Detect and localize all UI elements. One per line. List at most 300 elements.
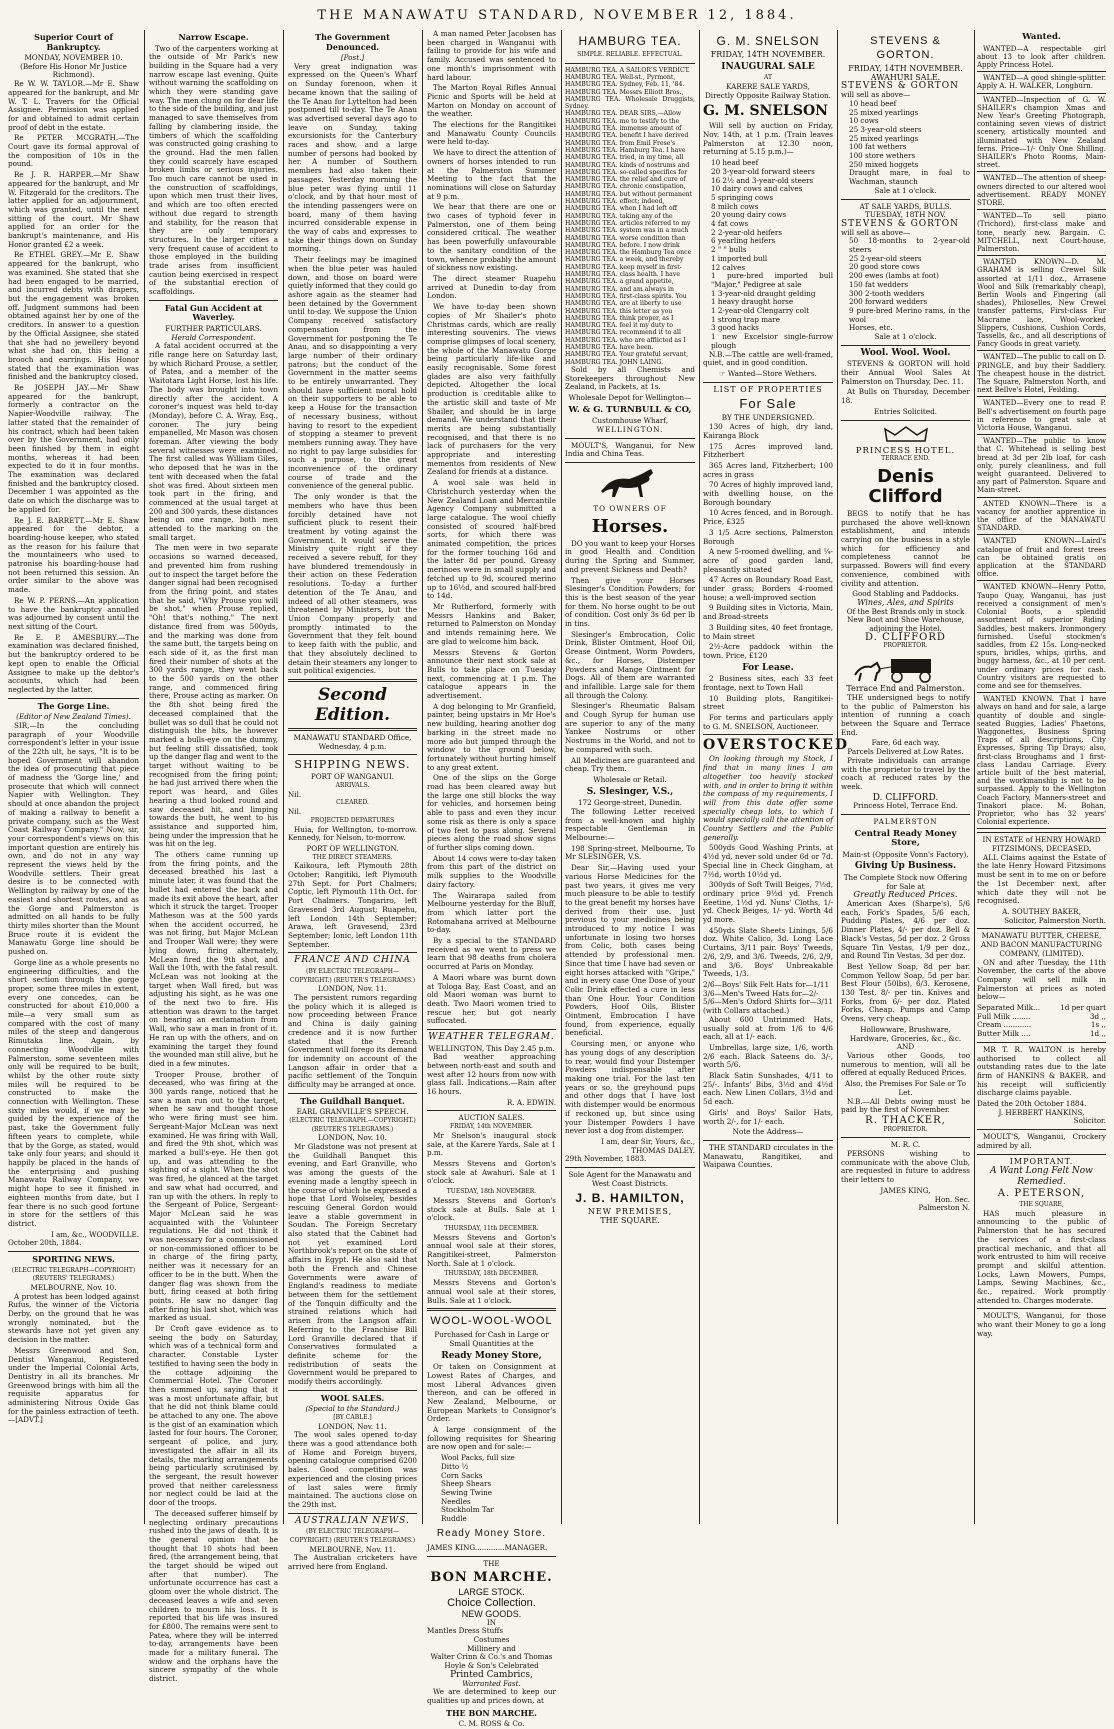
hollowware: Hollowware, Brushware, Hardware, Groceries, &c., &c. [849, 1024, 962, 1043]
paragraph: Re JOSEPH JAY.—Mr Shaw appeared for the bankrupt, formerly a contractor on the Napier-Woodville railway. The latter stated that the remainder of his contract, which had been taken over by the Government, had only been finished by them in eight months, whereas it had been expected to do it in four months. The examination was declared finished and the bankruptcy closed. December 1 was appointed as the date on which the discharge was to be applied for. [8, 383, 139, 514]
column-3 [283, 30, 421, 1571]
milk-item: Cream ............ [977, 1020, 1031, 1030]
gun-subhead: FURTHER PARTICULARS. [165, 323, 262, 333]
paragraph: DO you want to keep your Horses in good Health and Condition during the Spring and Summer, and prevent Sickness and Death? [565, 538, 695, 574]
paragraph: Gorge line as a whole presents no engineering difficulties, and the short section through the gorge proper, some three miles in extent, every one concedes, can be constructed for about £10,000 a mile—a very small sum as compared with the cost of many miles of the steep and dangerous Rimutaka line. Again, by connecting Woodville with Palmerston, some seventeen miles only will be required to be built, whilst by the other route sixty miles will be required to be constructed to make the connection with Wellington. These sixty miles would, if we may be guided by the experience of the past, take the Government fully fifteen years to complete, while that by the Gorge, as stated, would take only four years; and should it happily be placed in the hands of the enterprising and pushing Manawatu Railway Company, we might hope to see it finished in eighteen months from date, but I fear there is no such good fortune in store for the settlers of this district. [8, 957, 139, 1228]
paragraph: Mr Rutherford, formerly with Messrs Hankins and Baker, returned to Palmerston on Monday and intends remaining here. We are glad to welcome him back. [427, 602, 556, 646]
butter-company: MANAWATU BUTTER, CHEESE, AND BACON MANUFACTURING COMPANY, (LIMITED). [980, 931, 1103, 958]
wool-date: LONDON, Nov. 11. [318, 1421, 387, 1431]
divider [565, 462, 695, 463]
bulls-yards: AT SALE YARDS, BULLS. [859, 201, 952, 211]
hon-sec: Hon. Sec. [934, 1194, 970, 1204]
aus-date: MELBOURNE, Nov. 11. [309, 1544, 396, 1554]
list-item: Corn Sacks [441, 1470, 483, 1480]
paragraph: Or taken on Consignment at Lowest Rates of Charges, and most Liberal Advances given thereon, and can be offered in New Zealand, Melbourne, or European Markets to Consignor's Order. [427, 1362, 556, 1424]
tea-line: HAMBURG TEA. Wholesale Druggists, Sydney. [565, 95, 695, 111]
paragraph: A fatal accident occurred at the rifle range here on Saturday last, by which Richard Prouse, a settler, of Patea, and a member of the Waitotara Light Horse, lost his life. The body was brought into town directly after the accident. A coroner's inquest was held to-day (Monday), before C. A. Wray, Esq., coroner. The jury being empanelled, Mr Mason was chosen foreman. After viewing the body several witnesses were examined. The first called was William Giles, who deposed that he was in the tent with deceased when the fatal shot was fired. About sixteen men took part in the firing, and commenced at the usual target at 200 and 300 yards, these distances being on one range, both men attended to the marking on the small target. [149, 341, 278, 542]
divider [841, 1137, 970, 1138]
terrace-palmerston: Terrace End and Palmerston. [846, 684, 965, 694]
wanted-ad: WANTED—Inspection of G. W. SHAILER's champion Xmas and New Year's Greeting Photograph, containing seven views of district scenery, artistically mounted and illuminated with New Zealand ferns. Price—1/- Only One Shilling. SHAILER's Photo Rooms, Main-street. [977, 96, 1106, 173]
stock-item: 1 heavy draught horse [711, 297, 794, 307]
masthead: THE MANAWATU STANDARD, NOVEMBER 12, 1884. [317, 8, 797, 23]
tea-line: HAMBURG TEA. Sydney, Feb. 11, '84. [565, 81, 685, 89]
tea-line: HAMBURG TEA. me to testify to the [565, 117, 680, 125]
crown-icon [881, 425, 931, 443]
paragraph: HAS much pleasure in announcing to the public of Palmerston that he has secured the services of a first-class practical mechanic, and that all work entrusted to him will receive prompt and skilful attention. Locks, Lawn Mowers, Pumps, Lamps, Sewing Machines, &c., &c., repaired. Work promptly attended to. Charges moderate. [977, 1208, 1106, 1305]
france-subhead: (BY ELECTRIC TELEGRAPH—COPYRIGHT.) (REUTER'S TELEGRAMS.) [289, 967, 416, 984]
property-item: 9 Building sites in Victoria, Main, and Broad-streets [703, 603, 833, 622]
palmerston-n: Palmerston N. [918, 1203, 970, 1213]
paragraph: Re E. P. AMESBURY.—The examination was declared finished, but the bankruptcy ordered to be kept open to enable the Official Assignee to make up the debtor's accounts, which had been neglected by the latter. [8, 632, 139, 694]
tea-line: HAMBURG TEA. articles referred to my [565, 219, 691, 227]
wanted-ad: WANTED—A good shingle-splitter. Apply A. H. WALKER, Longburn. [977, 74, 1106, 93]
guildhall-subhead: EARL GRANVILLE'S SPEECH. [296, 1107, 409, 1117]
paragraph: A Maori whare was burnt down at Tologa Bay, East Coast, and an old Maori woman was burnt to death. Two Maori women tried to rescue her, but got nearly suffocated. [427, 972, 556, 1026]
cleared-value: Nil. [288, 807, 302, 817]
auction-date: TUESDAY, 18th NOVEMBER. [446, 1188, 537, 1196]
stock-item: 200 ewes (lambs at foot) [849, 271, 939, 281]
stock-item: 20 young dairy cows [711, 210, 787, 220]
overstocked-title: OVERSTOCKED [703, 737, 849, 754]
inaugural-sale: INAUGURAL SALE [721, 61, 815, 72]
stock-item: 6 yearling heifers [711, 236, 776, 246]
large-stock: LARGE STOCK. [458, 1587, 525, 1598]
ross: C. M. ROSS & Co. [458, 1719, 525, 1729]
stock-item: Draught mare, in foal to Wachman, staunch [849, 168, 970, 187]
stock-item: 25 3-year-old steers [849, 124, 922, 134]
paragraph: Re ETHEL GREY.—Mr E. Shaw appeared for the bankrupt, who was examined. She stated that she had been engaged to be married, and incurred debts with drapers, but the engagement was broken off. Judgment summons had been obtained against her by one of the creditors. In answer to a question by the Official Assignee, she stated that she had no jewellery beyond what she had on, this being a brooch and earrings. His Honor stated that the examination was finished and the bankruptcy closed. [8, 250, 139, 382]
divider [841, 420, 970, 421]
guildhall-source: (ELECTRIC TELEGRAPH.—COPYRIGHT.) (REUTER'S TELEGRAMS.) [289, 1116, 416, 1133]
slesinger-address: 172 George-street, Dunedin. [577, 798, 683, 808]
paragraph: Coursing men, or anyone who has young dogs of any description to rear, would find your Distemper Powders indispensable after making one trial. For the last ten years or so, the greyhound pups and other dogs that I have lost with distemper would be enormous if reckoned up, but since using your Distemper Powders I have never lost a dog from distemper. [565, 1039, 695, 1136]
paragraph: Trooper Prouse, brother of deceased, who was firing at the 300 yards range, noticed that he saw a man run out to the target, when he saw and thought those who were firing must see him. Sergeant-Major McLean was next examined. He was firing with Wall, and fired the 9th shot, which was marked a bull's-eye. He then got up, and was attending to the sighting of a sight. When the shot was fired, he glanced at the target and saw what had occurred, and ran up with the others. In reply to the Sergeant of Police, Sergeant-Major McLean said he was acquainted with the Volunteer regulations. He did not think it was necessary for a commissioned or non-commissioned officer to be in charge of the firing party, neither was it necessary for an officer to be in the butt. When the danger flag was shown from the butt, firing ceased at both firing points. He saw no danger flag after firing his last shot, which was marked as usual. [149, 1069, 278, 1323]
letter-date: October 20th, 1884. [8, 1238, 82, 1248]
stock-item: 1 3-year-old draught gelding [711, 288, 816, 298]
hat-line: 3/6—Men's Tweed Hats for—2/- [703, 988, 819, 998]
list-item: Wool Packs, full size [441, 1453, 515, 1463]
princess-hotel-2: Princess Hotel, Terrace End. [853, 801, 958, 811]
newspaper-page [6, 29, 1108, 1729]
heading-france-china: FRANCE AND CHINA [294, 955, 411, 966]
divider [288, 679, 417, 682]
sg-name: STEVENS & GORTON [841, 81, 960, 92]
hankins: J. HERBERT HANKINS, [998, 1107, 1085, 1117]
tea-line: HAMBURG TEA. are at liberty to use [565, 300, 682, 308]
tea-line: HAMBURG TEA. a week, and thereby [565, 256, 684, 264]
sg-name-2: STEVENS & GORTON [841, 218, 960, 229]
property-item: 175 Acres improved land, Fitzherbert [703, 441, 833, 460]
tea-line: HAMBURG TEA. the Hamburg Tea once [565, 249, 692, 257]
wanted-list [977, 45, 1106, 830]
paragraph: N.B.—All Debts owing must be paid by the first of November. [841, 1096, 970, 1115]
paragraph: Re J. R. HARPER.—Mr Shaw appeared for the bankrupt, and Mr W. Fitzgerald for the creditors. The latter applied for an adjournment, which was granted, until the next sitting of the court. Mr Shaw applied for an order for the bankrupt's maintenance, and His Honor granted £2 a week. [8, 170, 139, 249]
paragraph: Their feelings may be imagined when the blue peter was hauled down, and those on board were quietly informed that they could go ashore again as the steamer had been detained by the Government until to-day. We suppose the Union Company received satisfactory compensation from the Government for postponing the Te Anau, and so disappointing a very large number of their ordinary patrons; but the conduct of the Government in the matter seems to be entirely unwarranted. They should have sufficient moral hold on their supporters to be able to keep a House for the transaction of necessary business, without having to resort to the expedient of stopping a steamer to prevent members running away. They have no right to pay large subsidies for such a purpose, to the great inconvenience of the ordinary course of trade and the convenience of the general public. [288, 255, 417, 491]
paragraph: THE undersigned begs to notify to the public of Palmerston his intention of running a coach between the Square and Terrace End. [841, 692, 970, 737]
wanted-ad: WANTED KNOWN—Laird's catalogue of fruit and forest trees can be obtained gratis on application at the STANDARD office. [977, 537, 1106, 581]
stock-item: 100 store wethers [849, 151, 916, 161]
divider [703, 382, 833, 383]
paragraph: Messrs Stevens and Gorton's stock sale at Bulls. Sale at 1 o'clock. [427, 1195, 556, 1223]
property-item: 3 Building sites, 40 feet frontage, to Main street [703, 622, 833, 641]
stock-item: 25 mixed yearlings [849, 133, 919, 143]
paragraph: A dog belonging to Mr Granfield, painter, being upstairs in Mr Hoe's new building, hearing another dog barking in the street made no more ado but jumped through the window to the ground below, fortunately without hurting himself to any great extent. [427, 701, 556, 772]
paragraph: 300yds of Soft Twill Beiges, 7½d, ordinary price 9½d yd. French Eeetine, 1½d yd. Nuns' Cloths, 1/- yd. Check Beiges, 1/- yd. Worth 4d yd more. [703, 880, 833, 925]
slesinger: S. Slesinger, V.S., [586, 786, 674, 797]
want-long-felt: A Want Long Felt Now Remedied. [990, 1166, 1093, 1188]
milk-price: 1s ,, [1090, 1020, 1106, 1030]
wanted-ad: ANTED KNOWN—There is a vacancy for another apprentice in the office of the MANAWATU STANDARD. [977, 500, 1106, 536]
mantles: Mantles Dress Stuffs [427, 1626, 504, 1636]
paragraph: The others came running up from the firing points, and the deceased breathed his last a minute later, it was found that the bullet had entered the back and made its exit above the heart, after which it struck the target. Trooper Matheson was at the 500 yards when the accident occurred, he was not firing, but Major McLean and Trooper Wall were; they were lying down, firing alternately, McLean fired the 9th shot, and Wall the 10th, with the fatal result. McLean was not looking at the target when Wall fired, but was adjusting his sight, as he was one of the next two to fire. His attention was drawn to the target on hearing an exclamation from Wall, who saw a man in front of it. He ran up with the others, and on examining the target they found the wounded man still alive, but he died in a few minutes. [149, 850, 278, 1068]
stock-item: 1 new Excelsior single-furrow plough [711, 332, 833, 350]
stabling: Good Stabling and Paddocks. [852, 589, 959, 599]
hamburg-tea-title: HAMBURG TEA. [578, 34, 682, 48]
divider [288, 728, 417, 731]
wanted-ad: WANTED—Every one to read P. Bell's advertisement on fourth page in reference to great sale at Victoria House, Wanganui. [977, 399, 1106, 435]
bulls-date: TUESDAY, 18TH NOV. [865, 210, 946, 220]
paragraph: MOULT'S, Wanganui, Crockery admired by all. [977, 1132, 1106, 1150]
tea-line: HAMBURG TEA. who are afflicted as I [565, 336, 686, 344]
paragraph: Mr Gladstone was not present at the Guildhall Banquet this evening, and Earl Granville, who was among the guests of the evening made a lengthy speech in the course of which he expressed a hope that Lord Wolseley, besides rescuing General Gordon would leave a stable government in Soudan. The Foreign Secretary also stated that the Cabinet had not yet examined Lord Northbrook's report on the state of affairs in Egypt. He also said that both the French and Chinese Governments were aware of England's readiness to mediate between them for the settlement of the Tonquin difficulty and the strained relations which had arisen from the Langson affair. Referring to the Franchise Bill Lord Granville declared that if Conservatives formulated a definite scheme for the redistribution of seats the Government would be prepared to modify theirs accordingly. [288, 1142, 417, 1387]
printed-cambrics: Printed Cambrics, [450, 1669, 533, 1680]
complete-stock: The Complete Stock now Offering for Sale at [843, 872, 968, 891]
paragraph: A wool sale was held in Christchurch yesterday when the New Zealand Loan and Mercantile Agency Company submitted a large catalogue. The wool chiefly consisted of scoured half-bred sorts, for which there was animated competition, the prices for the former touching 16d and the latter 8d per pound. Greasy merinoes were in small supply and fetched up to 9d, scoured merino up to 16½d, and scoured half-bred to 14d. [427, 478, 556, 601]
fare: Fare, 6d each way. [871, 738, 940, 748]
southey-baker: A. SOUTHEY BAKER, [1002, 907, 1081, 916]
tea-line: HAMBURG TEA. keep myself in first- [565, 263, 682, 271]
tea-line: HAMBURG TEA. Your grateful servant, [565, 351, 689, 359]
terrace-end: TERRACE END. [881, 455, 930, 463]
divider [841, 345, 970, 346]
wharf: Customhouse Wharf, [591, 416, 669, 426]
divider [977, 1308, 1106, 1309]
tea-line: HAMBURG TEA. kinds of nostrums and [565, 161, 690, 169]
wool-ad-heading: Wool. Wool. Wool. [860, 347, 951, 358]
snelson-title: G. M. SNELSON [716, 34, 820, 48]
tea-line: HAMBURG TEA. feel it my duty to [565, 322, 674, 330]
bon-the: THE [483, 1558, 500, 1568]
lease-list [703, 675, 833, 712]
auction-date: THURSDAY, 18th DECEMBER. [444, 1270, 539, 1278]
divider [977, 1129, 1106, 1130]
wanted-ad: WANTED—The public to call on D. PRINGLE, and buy their Saddlery. The cheapest house in the district. The Square, Palmerston North, and next Bellve's Hotel, Feilding. [977, 353, 1106, 397]
hand-icon: ☞ [719, 369, 728, 378]
hat-line: 2/6—Boys' Silk Felt Hats for—1/11 [703, 979, 830, 989]
stock-item: 20 3-year-old forward steers [711, 166, 815, 176]
james-king: JAMES KING, [880, 1185, 931, 1195]
paragraph: MOULT'S, Wanganui, for those who want their Money to go a long way. [977, 1311, 1106, 1338]
sporting-subhead: (ELECTRIC TELEGRAPH—COPYRIGHT) (REUTERS' TELEGRAMS.) [11, 1266, 136, 1283]
giving-up: Giving Up Business. [854, 861, 957, 872]
paragraph: 450yds Slate Sheets Linings, 5/6 doz. White Calico, 3d. Long Lace Curtains, 3/11 pair. Boys' Tweeds, 2/6, 2/9, and 3/6. Tweeds, 2/6, 2/9, and 3/6. Boys' Unbreakable Tweeds, 1/3. [703, 925, 833, 979]
paragraph: Messrs Stevens and Gorton's stock sale at Awahuri. Sale at 1 o'clock. [427, 1158, 556, 1186]
tea-line: HAMBURG TEA. a grand appetite, [565, 278, 674, 286]
paragraph: The only wonder is that the members who have thus been forcibly detained have not sufficient pluck to resent their treatment by voting against the Government. It would serve the Ministry quite right if they received a severe rebuff, for they have blundered tremendously in their action on these Federation resolutions. To-day a further detention of the Te Anau, and indeed of all other steamers, was threatened by Ministers, but the Union Company properly and promptly intimated to the Government that they felt bound to keep faith with the public, and that they absolutely declined to detain their steamers any longer to suit political exigencies. [288, 492, 417, 676]
column-2 [144, 30, 282, 1684]
paragraph: We have to direct the attention of owners of horses intended to run at the Palmerston Summer Meeting to the fact that the nominations will close on Saturday at 9 p.m. [427, 148, 556, 201]
france-date: LONDON, Nov. 11. [318, 984, 387, 994]
heading-gun-accident: Fatal Gun Accident at Waverley. [164, 302, 263, 323]
divider [8, 698, 139, 699]
property-item: 130 Acres of high, dry land, Kairanga Block [703, 422, 833, 440]
for-sale-title: For Sale [739, 396, 797, 412]
paragraph: Bad weather approaching between north-east and south and west after 12 hours from now with glass fall. Indications.—Rain after 16 hours. [427, 1052, 556, 1097]
tea-line: HAMBURG TEA. this letter as you [565, 307, 673, 315]
wellington: WELLINGTON. [596, 424, 664, 434]
property-item: A new 5-roomed dwelling, and ¼-acre of good garden land, pleasantly situated [703, 547, 833, 574]
paragraph: A protest has been lodged against Rufus, the winner of the Victoria Derby, on the ground that he was wrongly nominated, but the stewards have not yet given any decision in the matter. [8, 1291, 139, 1345]
paragraph: Black Satin Sunshades, 4/11 to 25/-. Infants' Bibs, 3½d and 4½d each. New Linen Collars, 3½d and 5d each. [703, 1071, 833, 1107]
property-item: 2½-Acre paddock within the town. Price, £120 [703, 642, 833, 660]
stock-item: 4 fat cows [711, 219, 749, 229]
wanted-ad: WANTED—To sell piano (Trichord), first-class make and tone, nearly new. Bargain. C. MITCHELL, next Court-house, Palmerston. [977, 212, 1106, 256]
stock-item: 10 head beef [849, 98, 897, 108]
central-store: Central Ready Money Store, [854, 828, 957, 849]
paragraph: STEVENS & GORTON will hold their Annual Wool Sales At Palmerston on Thursday, Dec. 11. [841, 359, 970, 386]
parcels: Parcels Delivered at Low Rates. [847, 747, 964, 757]
square-label: THE SQUARE, [1019, 1200, 1064, 1208]
paragraph: Kaikoura, left Plymouth 28th October; Rangitiki, left Plymouth 27th Sept. for Port Chalmers; Coptic, left Plymouth 11th Oct. for Port Chalmers. Tongariro, left Gravesend 3rd August; Ruapehu, left London 14th September; Arawa, left Gravesend, 23rd September; Ionic, left London 11th September. [288, 861, 417, 949]
lease-item: 10 Building plots, Rangitikei-street [703, 693, 833, 712]
stock-item: 16 2½ and 3-year-old steers [711, 175, 814, 185]
column-6 [699, 30, 849, 1524]
wanted-ad: WANTED—The attention of sheep-owners directed to our altered wool advertisement. READY MONEY STORE. [977, 174, 1106, 210]
new-goods: NEW GOODS. [461, 1608, 522, 1619]
important: IMPORTANT. [1009, 1156, 1074, 1166]
stock-item: 1 imported bull [711, 253, 768, 263]
divider [565, 1167, 695, 1168]
wool-ad-title: WOOL-WOOL-WOOL [430, 1315, 553, 1328]
heading-sporting: SPORTING NEWS. [32, 1254, 115, 1265]
divider [288, 952, 417, 953]
reduced-prices: Greatly Reduced Prices. [853, 890, 958, 901]
paragraph: Dear Sir,—Having used your various Horse Medicines for the past two years, it gives me very much pleasure to be able to testify to the great benefit my horses have derived from their use. Just previous to your medicines being introduced to my notice I was unfortunate in losing two horses from Colic, both cases being attended by professional men. Since that time I have had seven or eight horses attacked with "Gripe," and in every case One Dose of your Colic Drink effected a cure in less than One Hour. Your Condition Powders, Hoof Oils, Blister Ointment, Embrocation I have found, from experience, equally beneficial. [565, 863, 695, 1038]
tea-line: HAMBURG TEA. DEAR SIRS,—Allow [565, 110, 682, 118]
divider [8, 1251, 139, 1252]
manager-line: JAMES KING.............MANAGER. [427, 1542, 548, 1552]
paragraph: About 600 Untrimmed Hats, usually sold at from 1/6 to 4/6 each, all at 1/- each. [703, 1014, 833, 1042]
column-5 [561, 30, 698, 1524]
tea-line: HAMBURG TEA. Messrs Elliott Bros., [565, 88, 684, 96]
milk-item: Butter Milk .... [977, 1029, 1031, 1039]
heading-gorge-line: The Gorge Line. [37, 700, 110, 711]
bon-marche-title: BON MARCHE. [430, 1570, 553, 1586]
paragraph: Slesinger's Embrocation, Colic Drink, Blister Ointment, Hoof Oil, Grease Ointment, Worm Powders, &c., for Horses, Distemper Powders and Mange Ointment for Dogs. All of them are warranted and infallible. Large sale for them all through the Colony. [565, 629, 695, 700]
arrivals-label: ARRIVALS. [335, 782, 370, 790]
awahuri-sale: AWAHURI SALE. [870, 72, 941, 82]
paragraph: PERSONS wishing to communicate with the above Club, are requested in future to address their letters to [841, 1149, 970, 1185]
list-item: Sheep Shears [441, 1479, 492, 1489]
tea-line: HAMBURG TEA. when I had left off [565, 205, 677, 213]
tea-line: HAMBURG TEA. so-called specifics for [565, 168, 688, 176]
estate-heading: IN ESTATE of HENRY HOWARD FITZSIMONS, DECEASED. [982, 835, 1101, 854]
wanted-ad: WANTED KNOWN—Henry Potto, Taupo Quay, Wanganui, has just received a consignment of men's Colonial Boots, a splendid assortment of superior Riding Saddles, best makers. Ironmongery furnished. Useful stockmen's saddles, from £2 15s. Long-necked spurs, bridles, whips, girths, and buggy harness, &c., at 10 per cent. under ordinary prices for cash. Country visitors are requested to come and see for themselves. [977, 583, 1106, 693]
walter-crinn: Walter Crinn & Co.'s and Thomas Hoyle & Son's Celebrated [430, 1652, 553, 1671]
paragraph: A large consignment of the following requisites for Shearing are now open and for sale:— [427, 1425, 556, 1452]
paragraph: The elections for the Rangitikei and Manawatu County Councils were held to-day. [427, 120, 556, 147]
stock-item: 8 milch cows [711, 201, 759, 211]
list-item: Sewing Twine [441, 1487, 493, 1497]
weather-signature: R. A. EDWIN. [506, 1097, 556, 1107]
divider [427, 1308, 556, 1311]
tea-line: HAMBURG TEA. recommend it to all [565, 329, 681, 337]
wines: Wines, Ales, and Spirits [857, 597, 954, 607]
paragraph: MR T. R. WALTON is hereby authorised to collect all outstanding rates due to the late firm of HANKINS & BAKER, and his receipt will sufficiently discharge claims payable. [977, 1044, 1106, 1098]
paragraph: On looking through my Stock, I find that in many lines I am altogether too heavily stocked with, and in order to bring it within the compass of my requirements, I will from this date offer some specially cheap lots, to which I would specially call the attention of Country Settlers and the Public generally. [703, 754, 833, 842]
paragraph: Umbrellas, large size, 1/6, worth 2/6 each. Black Sateens do. 3/-, worth 5/6. [703, 1042, 833, 1070]
list-item: Ditto ½ [441, 1461, 469, 1471]
tea-line: HAMBURG TEA. before. I now drink [565, 241, 680, 249]
gms-title: G. M. SNELSON [703, 103, 828, 120]
stock-item: 3 good hacks [711, 323, 759, 333]
heading-wool-sales: WOOL SALES. [320, 1392, 385, 1403]
government-source: [Post.] [340, 53, 365, 62]
brands: Of the Best Brands only in stock [846, 606, 965, 616]
paragraph: At Bulls on Thursday, December 18. [841, 387, 970, 406]
hamburg-tea-tagline: SIMPLE. RELIABLE. EFFECTUAL. [577, 51, 683, 58]
milk-price-table [977, 1004, 1106, 1039]
main-st: Main-st (Opposite Vonn's Factory). [842, 849, 969, 859]
divider [288, 1390, 417, 1391]
paragraph: THE STANDARD circulates in the Manawatu, Rangitikei, and Waipawa Counties. [703, 1142, 833, 1170]
depot: Wholesale Depot for Wellington— [568, 392, 692, 402]
aus-subhead: (BY ELECTRIC TELEGRAPH—COPYRIGHT.) (REUTER'S TELEGRAMS.) [289, 1528, 416, 1544]
paragraph: Messrs Stevens and Gorton's annual wool sale at their stores, Rangitikei-street, Palmerston North. Sale at 1 o'clock. [427, 1232, 556, 1268]
column-7 [837, 30, 973, 1524]
paragraph: Re J. E. BARRETT.—Mr E. Shaw appeared for the debtor, a boarding-house keeper, who stated as the reason for his failure that the mountaineers who used to patronise his boarding-house had not been returned this session. An order similar to the above was made. [8, 515, 139, 595]
paragraph: Very great indignation was expressed on the Queen's Wharf on Sunday forenoon, when it became known that the sailing of the Te Anau for Lyttelton had been postponed till to-day. The Te Anau was advertised several days ago to leave on Sunday, taking excursionists for the Canterbury races and show, and a large number of persons had booked by her. A number of Southern members had also taken their passages. Yesterday morning the blue peter was flying until 11 o'clock, and by that hour most of the intending passengers were on board, many of them having incurred considerable expense in the way of cabs and expresses to take their things down on Sunday morning. [288, 61, 417, 254]
d-clifford-2: D. CLIFFORD. [872, 792, 939, 803]
stevens-gorton-title: STEVENS & GORTON. [870, 35, 941, 61]
paragraph: 198 Spring-street, Melbourne, To Mr SLESINGER, V.S. [565, 843, 695, 862]
stock-item: 25 mixed yearlings [849, 107, 919, 117]
divider [703, 1140, 833, 1141]
port-wanganui: PORT OF WANGANUI. [310, 772, 395, 782]
divider [427, 1029, 556, 1030]
stock-item: 20 good store cows [849, 262, 920, 272]
sole-agent: Sole Agent for the Manawatu and West Coast Districts. [568, 1170, 692, 1188]
paragraph: We hear that there are one or two cases of typhoid fever in Palmerston, one of them being considered critical. The weather has been powerfully unfavourable to the sanitary condition of the town, whence probably the amount of sickness now existing. [427, 202, 556, 273]
stock-item: 10 dairy cows and calves [711, 184, 803, 194]
paragraph: The following Letter received from a well-known and highly respectable Gentleman in Melbourne:— [565, 806, 695, 842]
heading-shipping: SHIPPING NEWS. [294, 758, 411, 772]
tea-line: HAMBURG TEA. system was in a much [565, 227, 689, 235]
tea-line: HAMBURG TEA. Hamburg Tea. I have [565, 146, 686, 154]
snelson-date: FRIDAY, 14TH NOVEMBER. [710, 50, 826, 59]
paragraph: Messrs Greenwood and Son, Dentist Wanganui, Registered under the Imperial Colonial Acts, Dentistry in all its branches. Mr Greenwood brings with him all the requisite apparatus for administering Nitrous Oxide Gas for the painless extraction of teeth.—[ADVT.] [8, 1345, 139, 1425]
paragraph: Re W. P. PERNS.—An application to have the bankruptcy annulled was adjourned by consent until the next sitting of the Court. [8, 595, 139, 631]
divider [565, 63, 695, 64]
paragraph: We are determined to keep our qualities up and prices down, at [427, 1687, 556, 1705]
port-wellington: PORT OF WELLINGTON. [306, 843, 399, 853]
stock-item: 1 pure-bred imported bull "Major," Pedigree at sale [711, 271, 833, 289]
stock-item: 10 head beef [711, 158, 759, 168]
paragraph: N.B.—The cattle are well-framed, quiet, and in good condition. [703, 349, 833, 368]
stock-item: 50 18-months to 2-year-old steers [849, 236, 970, 255]
mrc: M. R. C. [890, 1140, 921, 1150]
tea-line: HAMBURG TEA. from Emil Frese's [565, 139, 676, 147]
solicitor-2: Solicitor. [1073, 1116, 1106, 1126]
property-item: 365 Acres land, Fitzherbert; 100 acres in grass [703, 460, 833, 479]
entries-solicited: Entries Solicited. [874, 406, 937, 416]
divider [977, 1042, 1106, 1043]
the-square: THE SQUARE. [600, 1216, 660, 1226]
premises-for-sale: Also, the Premises For Sale or To Let. [845, 1079, 966, 1097]
heading-weather: WEATHER TELEGRAM. [428, 1032, 555, 1043]
paragraph: 500yds Good Washing Prints, at 4½d yd, never sold under 6d or 7d. Special line in Check Gingham, at 7½d, worth 10½d yd. [703, 843, 833, 879]
paragraph: ON and after Tuesday, the 11th November, the carts of the above Company will sell milk in Palmerston at prices as noted below— [977, 957, 1106, 1002]
peterson: A. PETERSON, [997, 1188, 1086, 1200]
tea-line: HAMBURG TEA. have been. [565, 343, 654, 351]
wool-ad-sub: Purchased for Cash in Large or Small Quantities at the [434, 1330, 549, 1348]
tea-line: HAMBURG TEA. chronic constipation, [565, 183, 686, 191]
paragraph: A man named Peter Jacobsen has been charged in Wanganui with failing to provide for his wife and family. Accused was sentenced to one month's imprisonment with hard labour. [427, 29, 556, 82]
divider [977, 928, 1106, 929]
column-4 [422, 29, 560, 1729]
paragraph: The direct steamer Ruapehu arrived at Dunedin to-day from London. [427, 273, 556, 301]
paragraph: The deceased sufferer himself by neglecting ordinary precautions rushed into the jaws of death. It is the general opinion that he thought that 10 shots had been fired, (the arrangement being, that the target should be wiped out after that number). The unfortunate occurrence has cast a gloom over the whole district. The deceased leaves a wife and seven children to mourn his loss. It is reported that his life was insured for £800. The remains were sent to Patea, where they will be interred to-day, arrangements have been made for a military funeral. The widow and the orphans have the sincere sympathy of the whole district. [149, 1508, 278, 1684]
paragraph: Various other Goods, too numerous to mention, will all be offered at equally Reduced Prices. [841, 1050, 970, 1078]
property-list [703, 423, 833, 661]
paragraph: Will sell by auction on Friday, Nov. 14th, at 1 p.m. (Train leaves Palmerston at 12.30 noon, returning at 5.15 p.m.)— [703, 121, 833, 157]
tea-line: HAMBURG TEA. the relief and cure of [565, 176, 686, 184]
court-date: MONDAY, NOVEMBER 10. [24, 53, 123, 62]
milk-item: Full Milk ........ [977, 1011, 1031, 1021]
hamburg-tea-testimonial [565, 67, 695, 366]
tea-line: HAMBURG TEA. A SAILOR'S VERDICT. [565, 66, 690, 74]
divider [977, 1154, 1106, 1155]
warranted: Warranted Fast. [462, 1678, 521, 1688]
milk-row [977, 1030, 1106, 1039]
stock-item: 9 pure-bred Merino rams, in the wool [849, 305, 970, 324]
paragraph: Messrs Stevens and Gorton's annual wool sale at their stores, Bulls. Sale at 1 o'clock. [427, 1278, 556, 1305]
tea-line: HAMBURG TEA. but without permanent [565, 190, 693, 198]
paragraph: Dr Croft gave evidence as to seeing the body on Saturday, which was of a technical form and character. Constable Lyster testified to having seen the body in the cottage adjoining the Commercial Hotel. The Coroner then summed up, saying that it was a most unfortunate affair, but that he did not think blame could be attached to any one. The above is the gist of an examination which lasted for four hours. The Coroner, sergeant of police, and jury, investigated the affair in all its details, the marking arrangements being particularly scrutinised by the sergeant, the result however proved that neither carelessness nor neglect could be laid at the door of the troops. [149, 1324, 278, 1508]
gun-correspondent: Herald Correspondent. [171, 332, 256, 342]
stock-list [841, 237, 970, 333]
solicitor: Solicitor, Palmerston North. [1004, 915, 1106, 925]
stock-item: 150 fat wedders [849, 279, 909, 289]
heading-guildhall: The Guildhall Banquet. [300, 1095, 405, 1106]
sale-time: Sale at 1 o'clock. [874, 332, 937, 342]
paragraph: ALL Claims against the Estate of the late Henry Howard Fitzsimons must be sent in to me on or before the 1st December next, after which date they will not be recognised. [977, 852, 1106, 906]
stock-list [841, 100, 970, 187]
coach-icon [851, 653, 961, 683]
lease-item: 2 Business sites, each 33 feet frontage, next to Town Hall [703, 674, 833, 692]
hat-line: 5/6—Men's Oxford Shirts for—3/11 (with Collars attached.) [703, 997, 833, 1016]
paragraph: American Axes (Sharpe's), 5/6 each, Fork's Spades, 5/6 each, Pudding Plates, 4/6 per doz. Dinner Plates, 4/- per doz. Bell & Black's Vestas, 5d per doz. 2 Gross Square Tin Vestas, 1/9 per doz., and Round Tin Vestas, 3d per doz. [841, 899, 970, 961]
direct-steamers-label: THE DIRECT STEAMERS. [312, 853, 393, 861]
paragraph: SIR,—In the concluding paragraph of your Woodville correspondent's letter in your issue of the 22th ult, he says, "It is to be hoped Government will abandon the idea of prosecuting that piece of madness the 'Gorge line,' and prosecute that which will connect Napier with Wellington. They should at once abandon the project of making a railway to benefit a private company, such as the West Coast Railway Company." Now, sir, your correspondent's views on this important question are entirely his own, and do not in any way represent the views held by the Woodville settlers. Their great desire is to be connected with Wellington by railway by one of the easiest and shortest routes, and as the Gorge and Palmerston is admitted on all hands to be fully thirty miles shorter than the Mount Bruce route it is evident the Manawatu Gorge line should be pushed on. [8, 720, 139, 957]
walton-date: Dated the 20th October 1884. [977, 1099, 1087, 1109]
hamilton: J. B. HAMILTON, [575, 1191, 685, 1206]
second-edition-title: Second Edition. [314, 684, 391, 725]
stock-item: 250 mixed hoggets [849, 159, 919, 169]
guildhall-date: LONDON, Nov. 10. [318, 1133, 387, 1143]
by-undersigned: BY THE UNDERSIGNED. [721, 413, 815, 423]
list-of-properties: LIST OF PROPERTIES [713, 384, 823, 394]
divider [977, 832, 1106, 833]
stock-item: 200 forward wedders [849, 297, 928, 307]
tea-line: HAMBURG TEA. taking any of the [565, 212, 673, 220]
stock-list [703, 159, 833, 350]
paragraph: The Marton Royal Rifles Annual Picnic and Sports will be held at Marton on Monday on account of the weather. [427, 83, 556, 119]
stock-item: 300 2-tooth wedders [849, 288, 925, 298]
property-item: 3 1/5 Acre sections, Palmerston Borough [703, 527, 833, 546]
millinery: Millinery and [467, 1643, 516, 1653]
paragraph: The persistent rumors regarding the policy which it is alleged is now proceeding between France and China is daily gaining credence and it is now further stated that the French Government will forego its demand for indemnity on account of the Langson affair in order that a pacific settlement of the Tonquin difficulty may be arranged at once. [288, 993, 417, 1090]
